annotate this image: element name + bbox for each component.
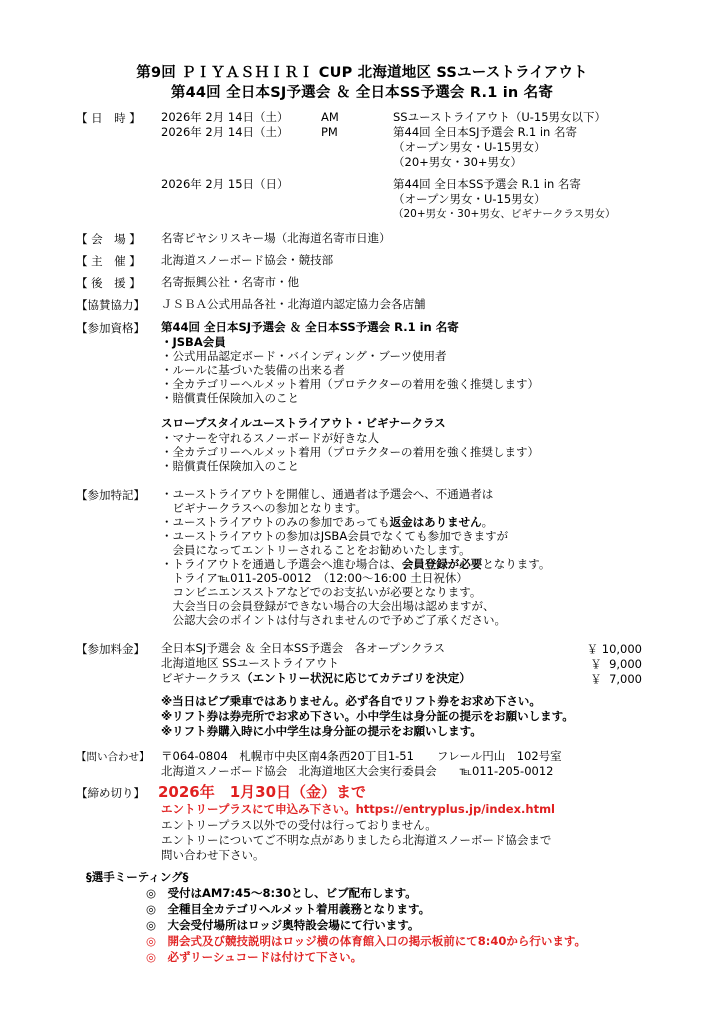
schedule-event-1: SSユーストライアウト（U-15男女以下） [393, 110, 607, 124]
organizer-value: 北海道スノーボード協会・競技部 [161, 253, 334, 267]
schedule-date-1: 2026年 2月 14日（土） [161, 110, 289, 124]
title-line-1: 第9回 ＰＩＹＡＳＨＩＲＩ CUP 北海道地区 SSユーストライアウト [136, 65, 588, 81]
fees-label: 【参加料金】 [76, 642, 145, 656]
qualification-item: ・全カテゴリーヘルメット着用（プロテクターの着用を強く推奨します） [161, 445, 540, 459]
special-line: ビギナークラスへの参加となります。 [161, 501, 367, 515]
special-text: ・トライアウトを通過し予選会へ進む場合は、 [161, 557, 402, 571]
qualification-item: ・賠償責任保険加入のこと [161, 391, 299, 405]
fee-name-text: ビギナークラス [161, 671, 242, 685]
schedule-event-2-sub1: （オープン男女・U-15男女） [393, 140, 546, 154]
meeting-item: ◎ 大会受付場所はロッジ奥特設会場にて行います。 [146, 918, 420, 932]
fee-note: ※リフト券は券売所でお求め下さい。小中学生は身分証の提示をお願いします。 [161, 709, 574, 723]
qualification-item: ・公式用品認定ボード・バインディング・ブーツ使用者 [161, 349, 447, 363]
organizer-label: 【 主 催 】 [76, 254, 141, 268]
schedule-date-3: 2026年 2月 15日（日） [161, 177, 289, 191]
qualification-heading: 第44回 全日本SJ予選会 ＆ 全日本SS予選会 R.1 in 名寄 [161, 320, 459, 334]
fee-note: ※当日はピブ乗車ではありません。必ず各自でリフト券をお求め下さい。 [161, 694, 541, 708]
special-line [161, 515, 493, 529]
schedule-event-3-sub2: （20+男女・30+男女、ビギナークラス男女） [393, 208, 616, 220]
sponsor-label: 【協賛協力】 [76, 298, 145, 312]
support-label: 【 後 援 】 [76, 276, 141, 290]
schedule-event-3: 第44回 全日本SS予選会 R.1 in 名寄 [393, 177, 581, 191]
fee-name: 全日本SJ予選会 ＆ 全日本SS予選会 各オープンクラス [161, 641, 445, 655]
venue-value: 名寄ピヤシリスキー場（北海道名寄市日進） [161, 231, 391, 245]
special-text: となります。 [482, 557, 551, 571]
schedule-date-2: 2026年 2月 14日（土） [161, 125, 289, 139]
fee-name: 北海道地区 SSユーストライアウト [161, 656, 339, 670]
support-value: 名寄振興公社・名寄市・他 [161, 275, 299, 289]
special-label: 【参加特記】 [76, 488, 145, 502]
sponsor-value: ＪＳＢＡ公式用品各社・北海道内認定協力会各店舗 [161, 297, 426, 311]
fee-name [161, 671, 471, 685]
deadline-entry: エントリープラスにて申込み下さい。https://entryplus.jp/index.html [161, 802, 555, 816]
meeting-item: ◎ 全種目全カテゴリヘルメット着用義務となります。 [146, 902, 431, 916]
deadline-label: 【締め切り】 [76, 786, 145, 800]
membership-required-text: 会員登録が必要 [401, 557, 483, 571]
deadline-line: エントリープラス以外での受付は行っておりません。 [161, 818, 437, 832]
meeting-title: §選手ミーティング§ [86, 870, 189, 884]
schedule-time-2: PM [321, 125, 338, 139]
qualification-label: 【参加資格】 [76, 321, 145, 335]
special-line: ・ユーストライアウトの参加はJSBA会員でなくても参加できますが [161, 529, 509, 543]
schedule-event-3-sub1: （オープン男女・U-15男女） [393, 192, 546, 206]
fee-name-note: （エントリー状況に応じてカテゴリを決定） [241, 671, 471, 685]
qualification-item: ・全カテゴリーヘルメット着用（プロテクターの着用を強く推奨します） [161, 377, 540, 391]
special-line: 公認大会のポイントは付与されませんので予めご了承ください。 [161, 613, 506, 627]
special-line: 大会当日の会員登録ができない場合の大会出場は認めますが、 [161, 599, 495, 613]
qualification-item: ・賠償責任保険加入のこと [161, 459, 299, 473]
qualification-item: ・マナーを守れるスノーボードが好きな人 [161, 431, 380, 445]
deadline-line: 問い合わせ下さい。 [161, 848, 265, 862]
schedule-time-1: AM [321, 110, 339, 124]
special-line [161, 557, 550, 571]
deadline-date: 2026年 1月30日（金）まで [158, 783, 367, 801]
special-line: コンビニエンスストアなどでのお支払いが必要となります。 [161, 585, 482, 599]
fee-note: ※リフト券購入時に小中学生は身分証の提示をお願いします。 [161, 724, 482, 738]
special-line: 会員になってエントリーされることをお勧めいたします。 [161, 543, 471, 557]
fee-price: ￥ 10,000 [586, 642, 642, 656]
deadline-line: エントリーについてご不明な点がありましたら北海道スノーボード協会まで [161, 833, 552, 847]
meeting-item: ◎ 必ずリーシュコードは付けて下さい。 [146, 950, 363, 964]
special-line: トライア℡011-205-0012 （12:00～16:00 土日祝休） [161, 571, 468, 585]
qualification-item: ・ルールに基づいた装備の出来る者 [161, 363, 345, 377]
contact-address: 〒064-0804 札幌市中央区南4条西20丁目1-51 フレール円山 102号室 [161, 749, 562, 763]
qualification-group1-title: ・JSBA会員 [161, 335, 226, 349]
fee-price: ￥ 7,000 [590, 672, 642, 686]
meeting-item: ◎ 受付はAM7:45～8:30とし、ビブ配布します。 [146, 886, 417, 900]
special-text: 。 [481, 515, 494, 529]
no-refund-text: 返金はありません [389, 515, 482, 529]
qualification-group2-title: スロープスタイルユーストライアウト・ビギナークラス [161, 416, 446, 430]
schedule-event-2: 第44回 全日本SJ予選会 R.1 in 名寄 [393, 125, 577, 139]
special-line: ・ユーストライアウトを開催し、通過者は予選会へ、不通過者は [161, 487, 494, 501]
contact-label: 【問い合わせ】 [76, 751, 150, 763]
venue-label: 【 会 場 】 [76, 232, 141, 246]
special-text: ・ユーストライアウトのみの参加であっても [161, 515, 390, 529]
title-line-2: 第44回 全日本SJ予選会 ＆ 全日本SS予選会 R.1 in 名寄 [170, 85, 554, 101]
schedule-event-2-sub2: （20+男女・30+男女） [393, 155, 523, 169]
contact-org: 北海道スノーボード協会 北海道地区大会実行委員会 ℡011-205-0012 [161, 764, 554, 778]
fee-price: ￥ 9,000 [590, 657, 642, 671]
meeting-item: ◎ 開会式及び競技説明はロッジ横の体育館入口の掲示板前にて8:40から行います。 [146, 934, 586, 948]
schedule-label: 【 日 時 】 [76, 111, 141, 125]
